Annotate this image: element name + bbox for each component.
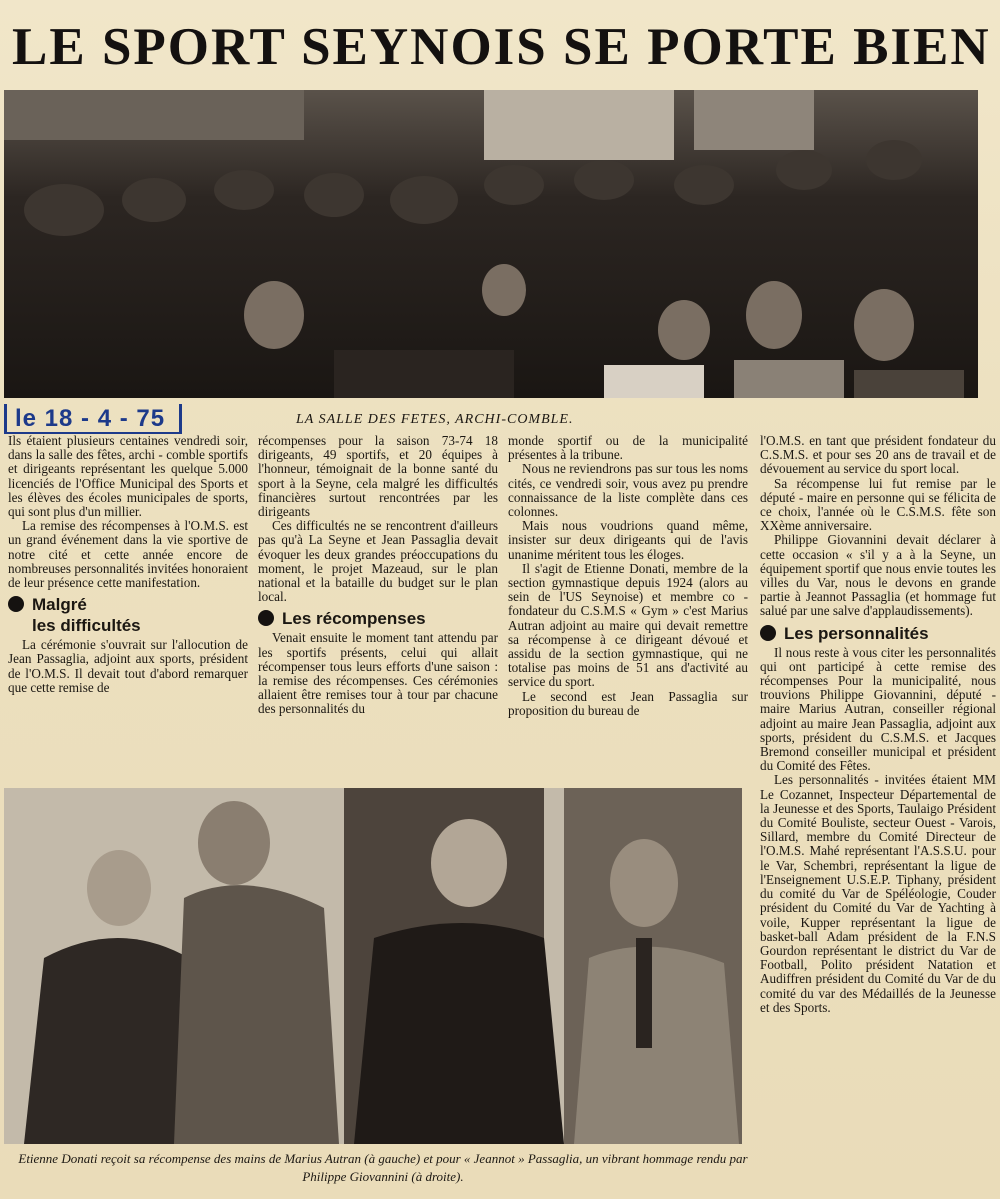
photo-bottom-caption: Etienne Donati reçoit sa récompense des mains de Marius Autran (à gauche) et pour « Jeannot » Passaglia, un vibrant hommage rendu par Philippe Giovannini (à droite).	[18, 1151, 748, 1184]
paragraph: Sa récompense lui fut remise par le député - maire en personne qui se félicita de ce choix, l'année où le C.S.M.S. fête son XXème anniversaire.	[760, 475, 996, 534]
subhead-les-personnalites	[760, 623, 996, 644]
paragraph: Il nous reste à vous citer les personnalités qui ont participé à cette remise des récompenses Pour la municipalité, nous trouvions Philippe Giovannini, député - maire Marius Autran, conseiller régional adjoint au maire Jean Passaglia, adjoint aux sports, président du C.S.M.S. et Jacques Bremond conseiller municipal et président du Comité des Fêtes.	[760, 644, 996, 774]
subhead-text: Les récompenses	[282, 609, 426, 629]
paragraph: Ces difficultés ne se rencontrent d'ailleurs pas qu'à La Seyne et Jean Passaglia devait évoquer les deux grandes préoccupations du moment, le projet Mazeaud, sur le plan national et la bataille du budget sur le plan local.	[258, 518, 498, 605]
subhead-malgre-les-difficultes	[8, 594, 248, 636]
paragraph: récompenses pour la saison 73-74 18 dirigeants, 49 sportifs, et 20 équipes à l'honneur, témoignait de la bonne santé du sport à la Seyne, cela malgré les difficultés financières surtout rencontrées par les dirigeants	[258, 434, 498, 520]
paragraph: Le second est Jean Passaglia sur proposition du bureau de	[508, 688, 748, 718]
bullet-icon	[8, 596, 24, 612]
paragraph: Nous ne reviendrons pas sur tous les noms cités, ce vendredi soir, vous avez pu prendre connaissance de la liste complète dans ces colonnes.	[508, 461, 748, 520]
article-column-3	[508, 434, 748, 788]
article-column-1	[8, 434, 248, 788]
handwritten-date: le 18 - 4 - 75	[4, 404, 182, 434]
subhead-text: Les personnalités	[784, 623, 929, 643]
paragraph: Venait ensuite le moment tant attendu par les sportifs présents, celui qui allait récompenser tous leurs efforts d'une saison : la remise des récompenses. Ces cérémonies allaient être remises tour à tour par chacune des personnalités du	[258, 630, 498, 717]
paragraph: La cérémonie s'ouvrait sur l'allocution de Jean Passaglia, adjoint aux sports, président de l'O.M.S. Il devait tout d'abord remarquer que cette remise de	[8, 637, 248, 695]
bullet-icon	[258, 610, 274, 626]
bullet-icon	[760, 625, 776, 641]
photo-top-caption: LA SALLE DES FETES, ARCHI-COMBLE.	[296, 412, 574, 427]
paragraph: Les personnalités - invitées étaient MM Le Cozannet, Inspecteur Départemental de la Jeunesse et des Sports, Taulaigo Président du Comité Bouliste, secteur Ouest - Varois, Sillard, membre du Comité Directeur de l'O.M.S. Mahé représentant l'A.S.S.U. pour le Var, Schembri, représentant la ligue de l'Enseignement U.S.E.P. Tiphany, président du comité du Var de Spéléologie, Couder président du Comité du Var de Yachting à voile, Kupper représentant la ligue de basket-ball Adam président de la F.N.S Gourdon représentant le district du Var de Football, Polito président Natation et Audiffren président du Comité du Var de du comité du var des Médaillés de la Jeunesse et des Sports.	[760, 772, 996, 1015]
subhead-line: Malgré	[32, 595, 87, 615]
subhead-les-recompenses	[258, 608, 498, 629]
article-column-4	[760, 434, 996, 1194]
paragraph: Mais nous voudrions quand même, insister sur deux dirigeants qui de l'avis unanime méritent tous les éloges.	[508, 518, 748, 562]
paragraph: La remise des récompenses à l'O.M.S. est un grand événement dans la vie sportive de notre cité et cette année encore de nombreuses personnalités invitées honoraient de leur présence cette manifestation.	[8, 518, 248, 591]
paragraph: Philippe Giovannini devait déclarer à cette occasion « s'il y a à la Seyne, un équipement sportif que nous envie toutes les villes du Var, nous le devons en grande partie à Jeannot Passaglia (et hommage fut salué par une salve d'applaudissements).	[760, 532, 996, 619]
paragraph: l'O.M.S. en tant que président fondateur du C.S.M.S. et pour ses 20 ans de travail et de dévouement au service du sport local.	[760, 434, 996, 477]
paragraph: monde sportif ou de la municipalité présentes à la tribune.	[508, 434, 748, 463]
subhead-line: les difficultés	[32, 616, 141, 636]
headline: LE SPORT SEYNOIS SE PORTE BIEN	[12, 18, 991, 76]
photo-award-ceremony	[4, 788, 742, 1144]
paragraph: Ils étaient plusieurs centaines vendredi soir, dans la salle des fêtes, archi - comble sportifs et dirigeants représentant les quelque 5.000 licenciés de l'Office Municipal des Sports et les élèves des écoles municipales de sports, qui sont plus d'un millier.	[8, 434, 248, 520]
photo-crowd-hall	[4, 90, 978, 398]
article-column-2	[258, 434, 498, 788]
paragraph: Il s'agit de Etienne Donati, membre de la section gymnastique depuis 1924 (alors au sein de l'US Seynoise) et membre co - fondateur du C.S.M.S « Gym » c'est Marius Autran adjoint au maire qui devait remettre sa récompense à ce dirigeant dévoué et assidu de la section gymnastique, qui ne totalise pas moins de 51 ans d'activité au service du sport.	[508, 560, 748, 690]
